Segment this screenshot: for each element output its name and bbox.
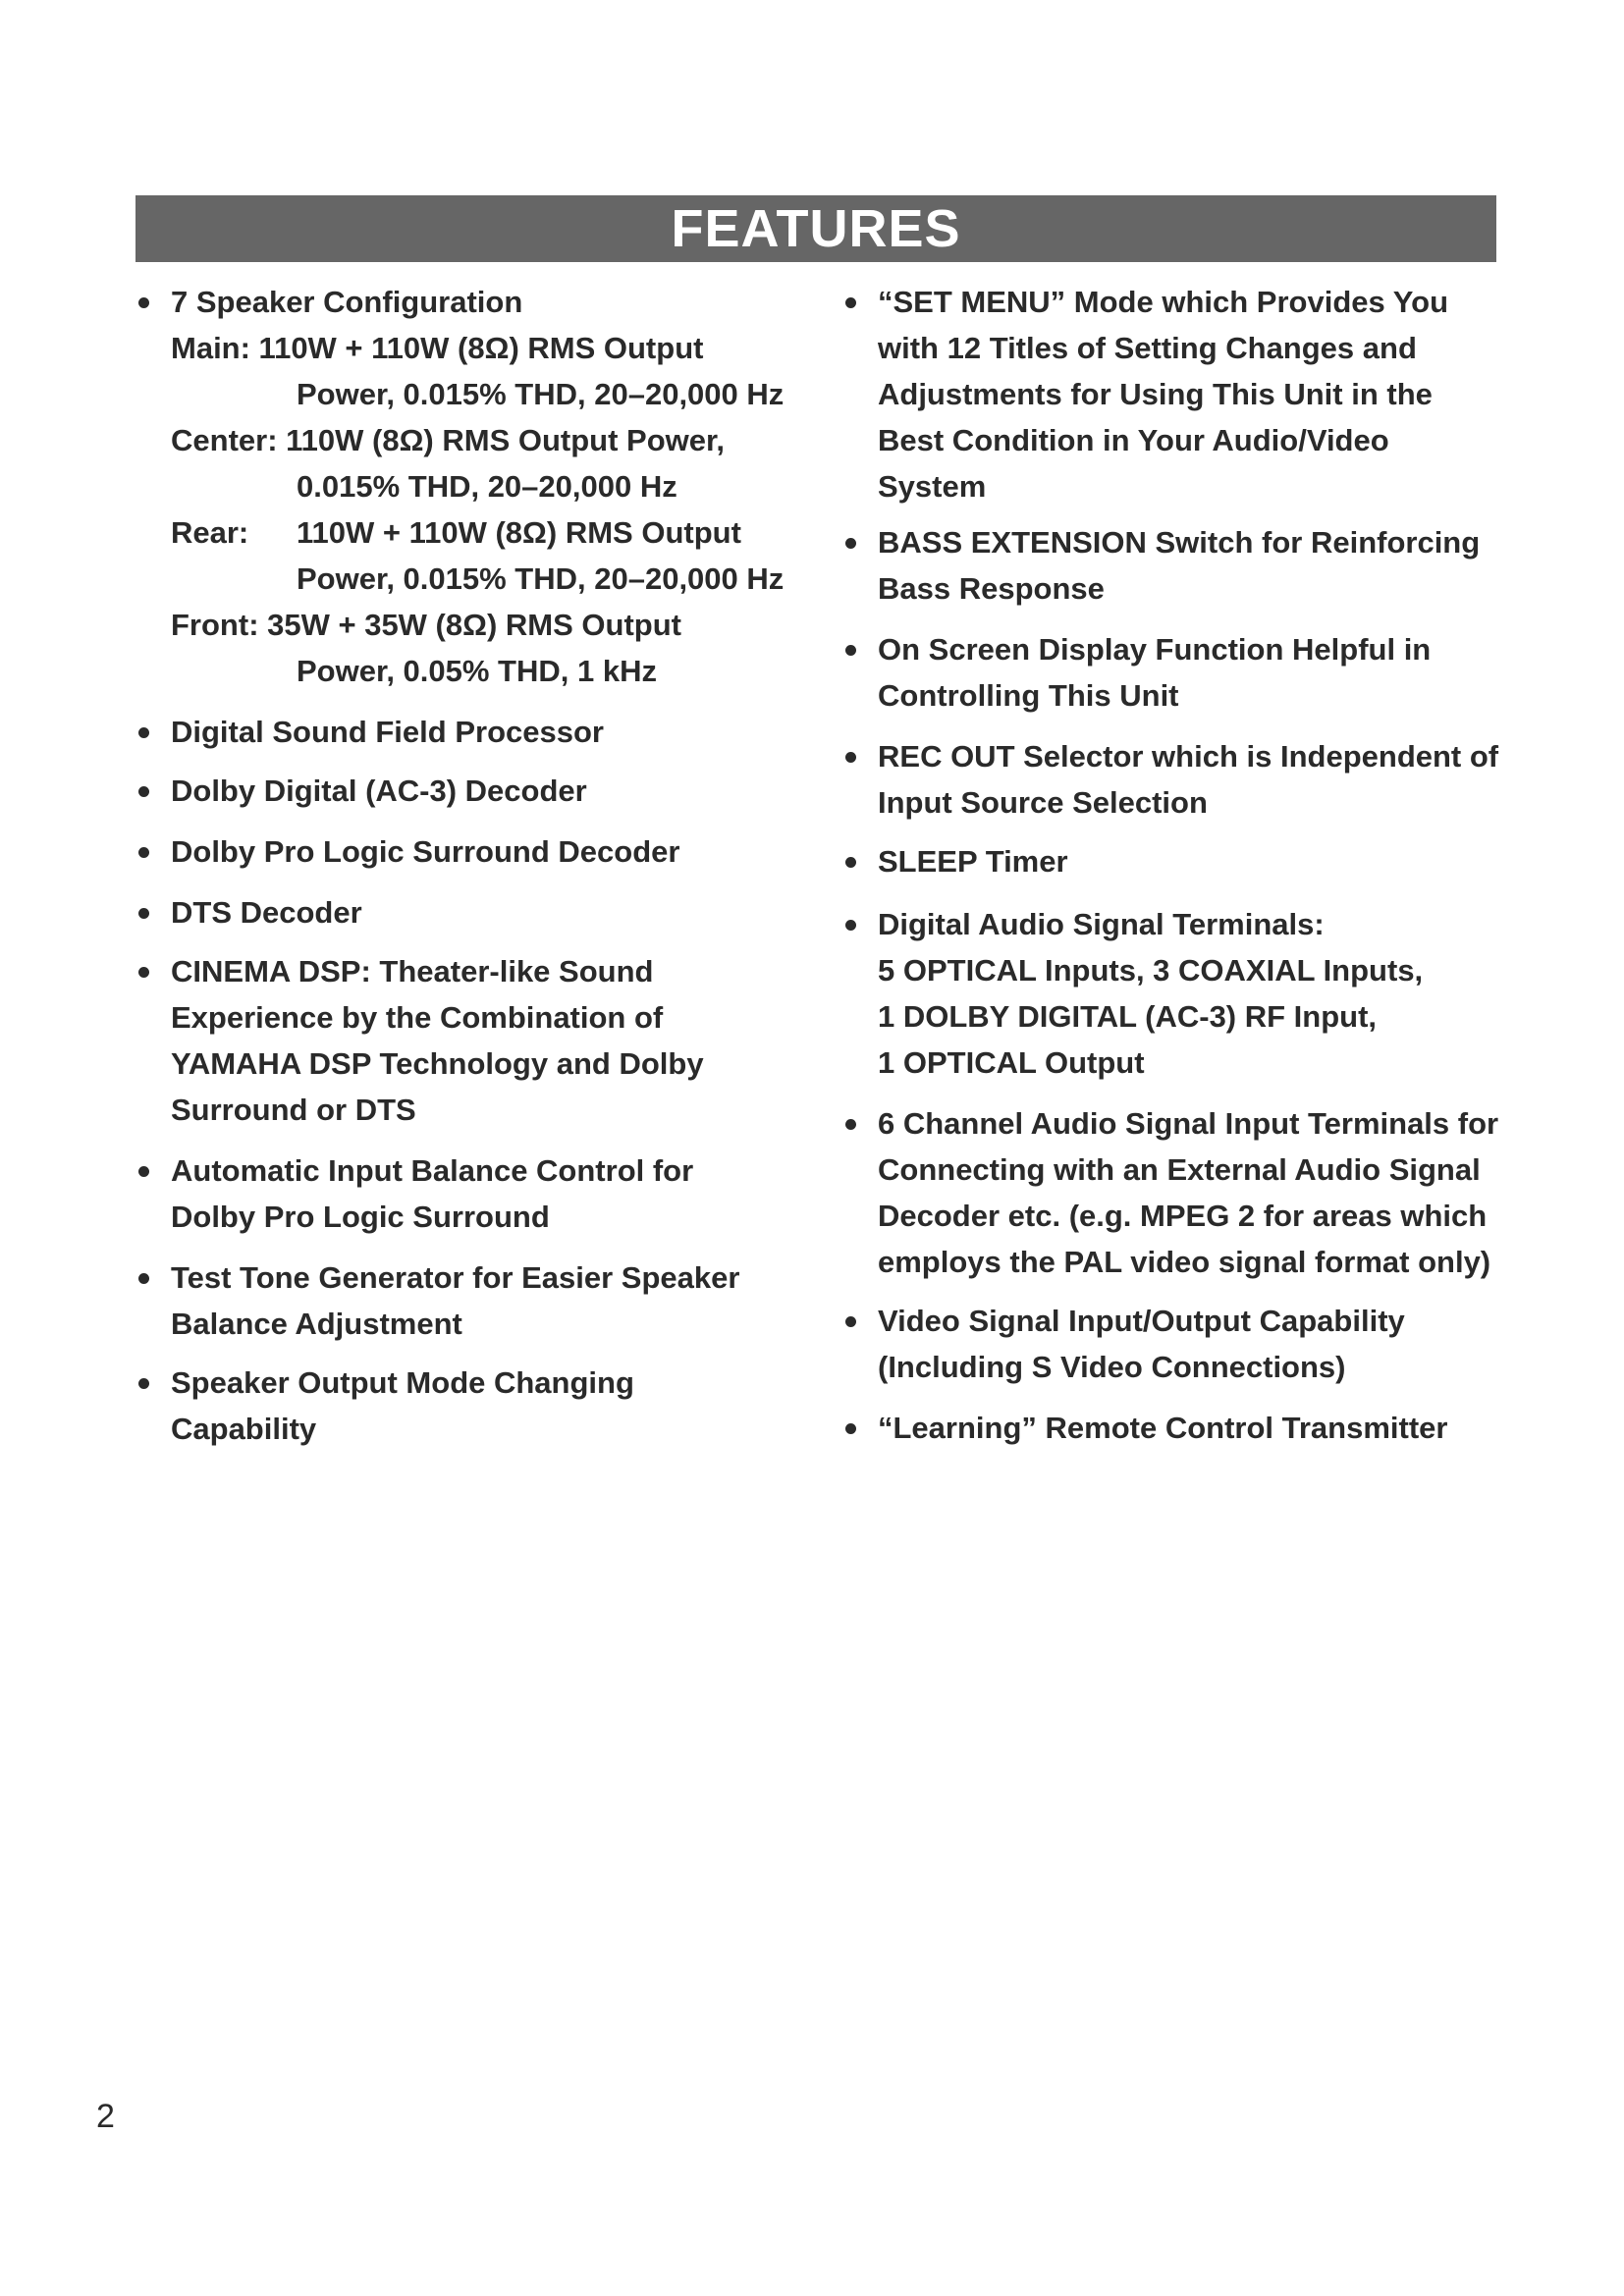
bullet-icon [138, 297, 149, 308]
feature-item [134, 948, 821, 1133]
feature-line: 6 Channel Audio Signal Input Terminals for [878, 1106, 1499, 1141]
feature-line: (Including S Video Connections) [878, 1350, 1346, 1384]
feature-line: Front: 35W + 35W (8Ω) RMS Output [171, 608, 681, 642]
features-header [135, 195, 1496, 262]
feature-item [134, 709, 821, 755]
bullet-icon [138, 847, 149, 858]
feature-line: Dolby Pro Logic Surround [171, 1200, 550, 1234]
feature-line: YAMAHA DSP Technology and Dolby [171, 1046, 704, 1081]
bullet-icon [845, 645, 856, 656]
feature-item [134, 1148, 821, 1240]
feature-line: Speaker Output Mode Changing [171, 1365, 634, 1400]
feature-line: Surround or DTS [171, 1093, 416, 1127]
feature-line: Controlling This Unit [878, 678, 1179, 713]
feature-line: Main: 110W + 110W (8Ω) RMS Output [171, 331, 704, 365]
bullet-icon [845, 1423, 856, 1434]
feature-line: 1 OPTICAL Output [878, 1045, 1145, 1080]
bullet-icon [845, 538, 856, 549]
page-number: 2 [96, 2098, 115, 2135]
feature-line: Capability [171, 1412, 317, 1446]
feature-line: Bass Response [878, 571, 1105, 606]
feature-line: Test Tone Generator for Easier Speaker [171, 1260, 740, 1295]
bullet-icon [138, 727, 149, 738]
feature-line: Decoder etc. (e.g. MPEG 2 for areas which [878, 1199, 1488, 1233]
feature-line [171, 509, 821, 556]
feature-line: Connecting with an External Audio Signal [878, 1152, 1481, 1187]
feature-line-text: 110W + 110W (8Ω) RMS Output [297, 515, 741, 550]
bullet-icon [845, 857, 856, 868]
feature-item [840, 1100, 1508, 1285]
feature-line: Video Signal Input/Output Capability [878, 1304, 1405, 1338]
feature-line: “SET MENU” Mode which Provides You [878, 285, 1449, 319]
feature-item [840, 733, 1508, 826]
feature-line: DTS Decoder [171, 895, 362, 930]
feature-line: Automatic Input Balance Control for [171, 1153, 694, 1188]
feature-line: Power, 0.015% THD, 20–20,000 Hz [297, 377, 785, 411]
bullet-icon [138, 786, 149, 797]
feature-line: Adjustments for Using This Unit in the [878, 377, 1433, 411]
bullet-icon [138, 1166, 149, 1177]
feature-item [134, 768, 821, 814]
feature-line: Dolby Pro Logic Surround Decoder [171, 834, 680, 869]
feature-line: Power, 0.05% THD, 1 kHz [297, 654, 657, 688]
feature-line: Center: 110W (8Ω) RMS Output Power, [171, 423, 725, 457]
bullet-icon [138, 1378, 149, 1389]
feature-item [134, 828, 821, 875]
feature-line: Dolby Digital (AC-3) Decoder [171, 774, 587, 808]
feature-line: Power, 0.015% THD, 20–20,000 Hz [297, 561, 785, 596]
feature-item [840, 519, 1508, 612]
feature-line: “Learning” Remote Control Transmitter [878, 1411, 1448, 1445]
feature-line: Experience by the Combination of [171, 1000, 664, 1035]
feature-line: 0.015% THD, 20–20,000 Hz [297, 469, 677, 504]
feature-line: Digital Sound Field Processor [171, 715, 604, 749]
feature-line: with 12 Titles of Setting Changes and [878, 331, 1417, 365]
feature-line: SLEEP Timer [878, 844, 1068, 879]
bullet-icon [138, 908, 149, 919]
feature-item [840, 626, 1508, 719]
bullet-icon [845, 297, 856, 308]
feature-item [840, 279, 1508, 509]
bullet-icon [845, 752, 856, 763]
feature-item [840, 1405, 1508, 1451]
bullet-icon [845, 1119, 856, 1130]
feature-line: Balance Adjustment [171, 1307, 462, 1341]
feature-line: 1 DOLBY DIGITAL (AC-3) RF Input, [878, 999, 1378, 1034]
feature-line: Input Source Selection [878, 785, 1208, 820]
feature-item [840, 1298, 1508, 1390]
feature-item [134, 279, 821, 694]
bullet-icon [845, 1316, 856, 1327]
feature-line: Digital Audio Signal Terminals: [878, 907, 1325, 941]
feature-line: Best Condition in Your Audio/Video [878, 423, 1389, 457]
feature-line: On Screen Display Function Helpful in [878, 632, 1432, 667]
feature-line-label: Rear: [171, 515, 249, 550]
feature-item [134, 1360, 821, 1452]
feature-line: 7 Speaker Configuration [171, 285, 523, 319]
feature-item [840, 901, 1508, 1086]
feature-line: 5 OPTICAL Inputs, 3 COAXIAL Inputs, [878, 953, 1424, 988]
bullet-icon [138, 967, 149, 978]
feature-line: CINEMA DSP: Theater-like Sound [171, 954, 654, 988]
feature-line: REC OUT Selector which is Independent of [878, 739, 1499, 774]
bullet-icon [845, 920, 856, 931]
feature-line: employs the PAL video signal format only) [878, 1245, 1491, 1279]
feature-item [840, 838, 1508, 884]
bullet-icon [138, 1273, 149, 1284]
features-title: FEATURES [671, 199, 961, 258]
left-feature-column [134, 279, 821, 1452]
feature-line: BASS EXTENSION Switch for Reinforcing [878, 525, 1481, 560]
feature-item [134, 889, 821, 935]
feature-item [134, 1255, 821, 1347]
feature-line: System [878, 469, 987, 504]
right-feature-column [840, 279, 1508, 1451]
